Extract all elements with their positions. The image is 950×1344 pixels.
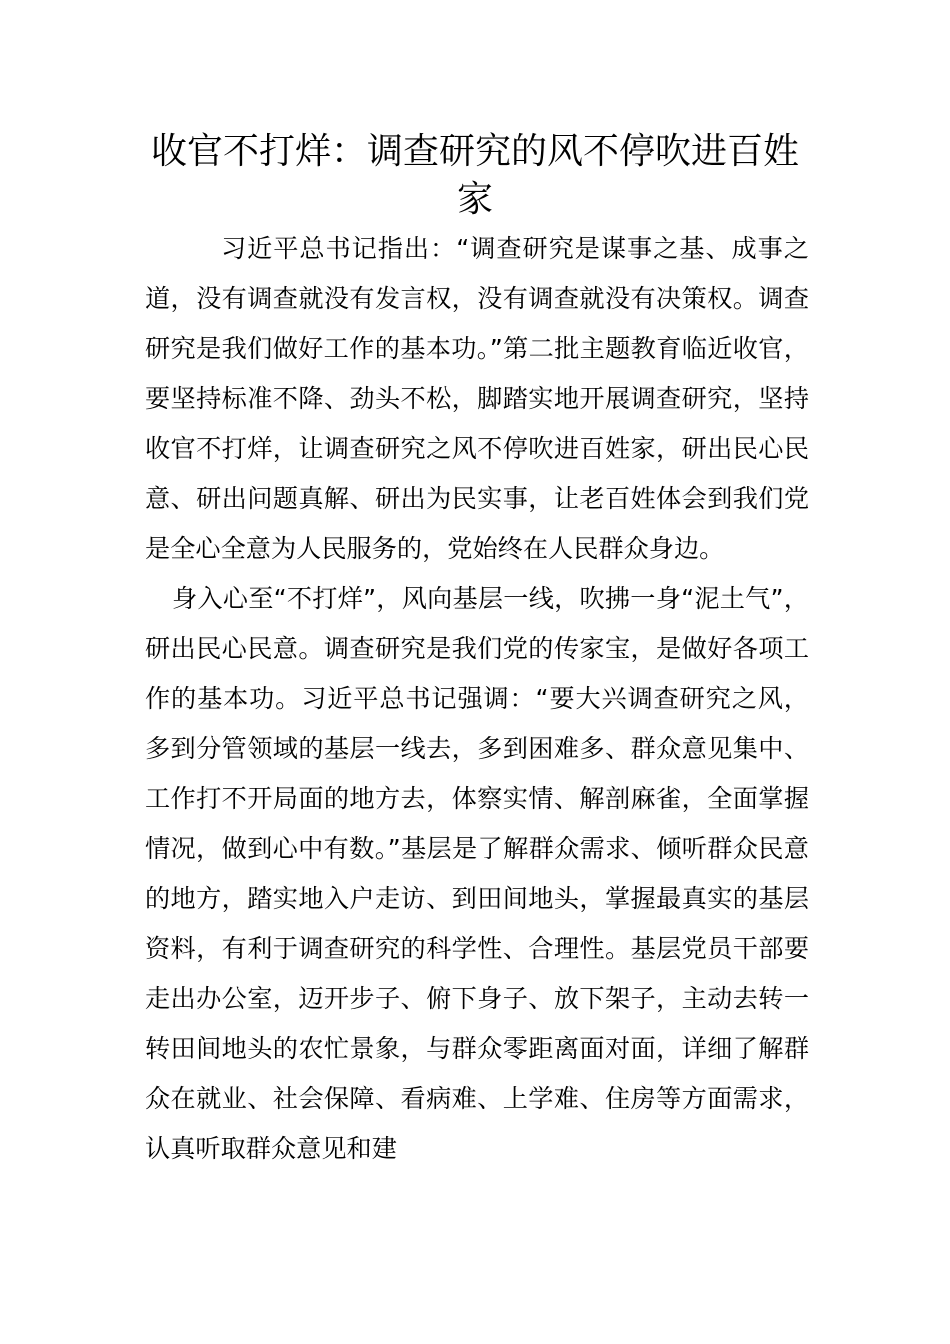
- paragraph-2: 身入心至“不打烊”，风向基层一线，吹拂一身“泥土气”，研出民心民意。调查研究是我们党的传家宝，是做好各项工作的基本功。习近平总书记强调：“要大兴调查研究之风，多到分管领域的基层一线去，多到困难多、群众意见集中、工作打不开局面的地方去，体察实情、解剖麻雀，全面掌握情况，做到心中有数。”基层是了解群众需求、倾听群众民意的地方，踏实地入户走访、到田间地头，掌握最真实的基层资料，有利于调查研究的科学性、合理性。基层党员干部要走出办公室，迈开步子、俯下身子、放下架子，主动去转一转田间地头的农忙景象，与群众零距离面对面，详细了解群众在就业、社会保障、看病难、上学难、住房等方面需求，认真听取群众意见和建: [145, 584, 809, 1163]
- document-body: [145, 224, 809, 1174]
- document-title: 收官不打烊：调查研究的风不停吹进百姓家: [150, 131, 799, 220]
- paragraph-1: 习近平总书记指出：“调查研究是谋事之基、成事之道，没有调查就没有发言权，没有调查就没有决策权。调查研究是我们做好工作的基本功。”第二批主题教育临近收官，要坚持标准不降、劲头不松，脚踏实地开展调查研究，坚持收官不打烊，让调查研究之风不停吹进百姓家，研出民心民意、研出问题真解、研出为民实事，让老百姓体会到我们党是全心全意为人民服务的，党始终在人民群众身边。: [145, 234, 809, 563]
